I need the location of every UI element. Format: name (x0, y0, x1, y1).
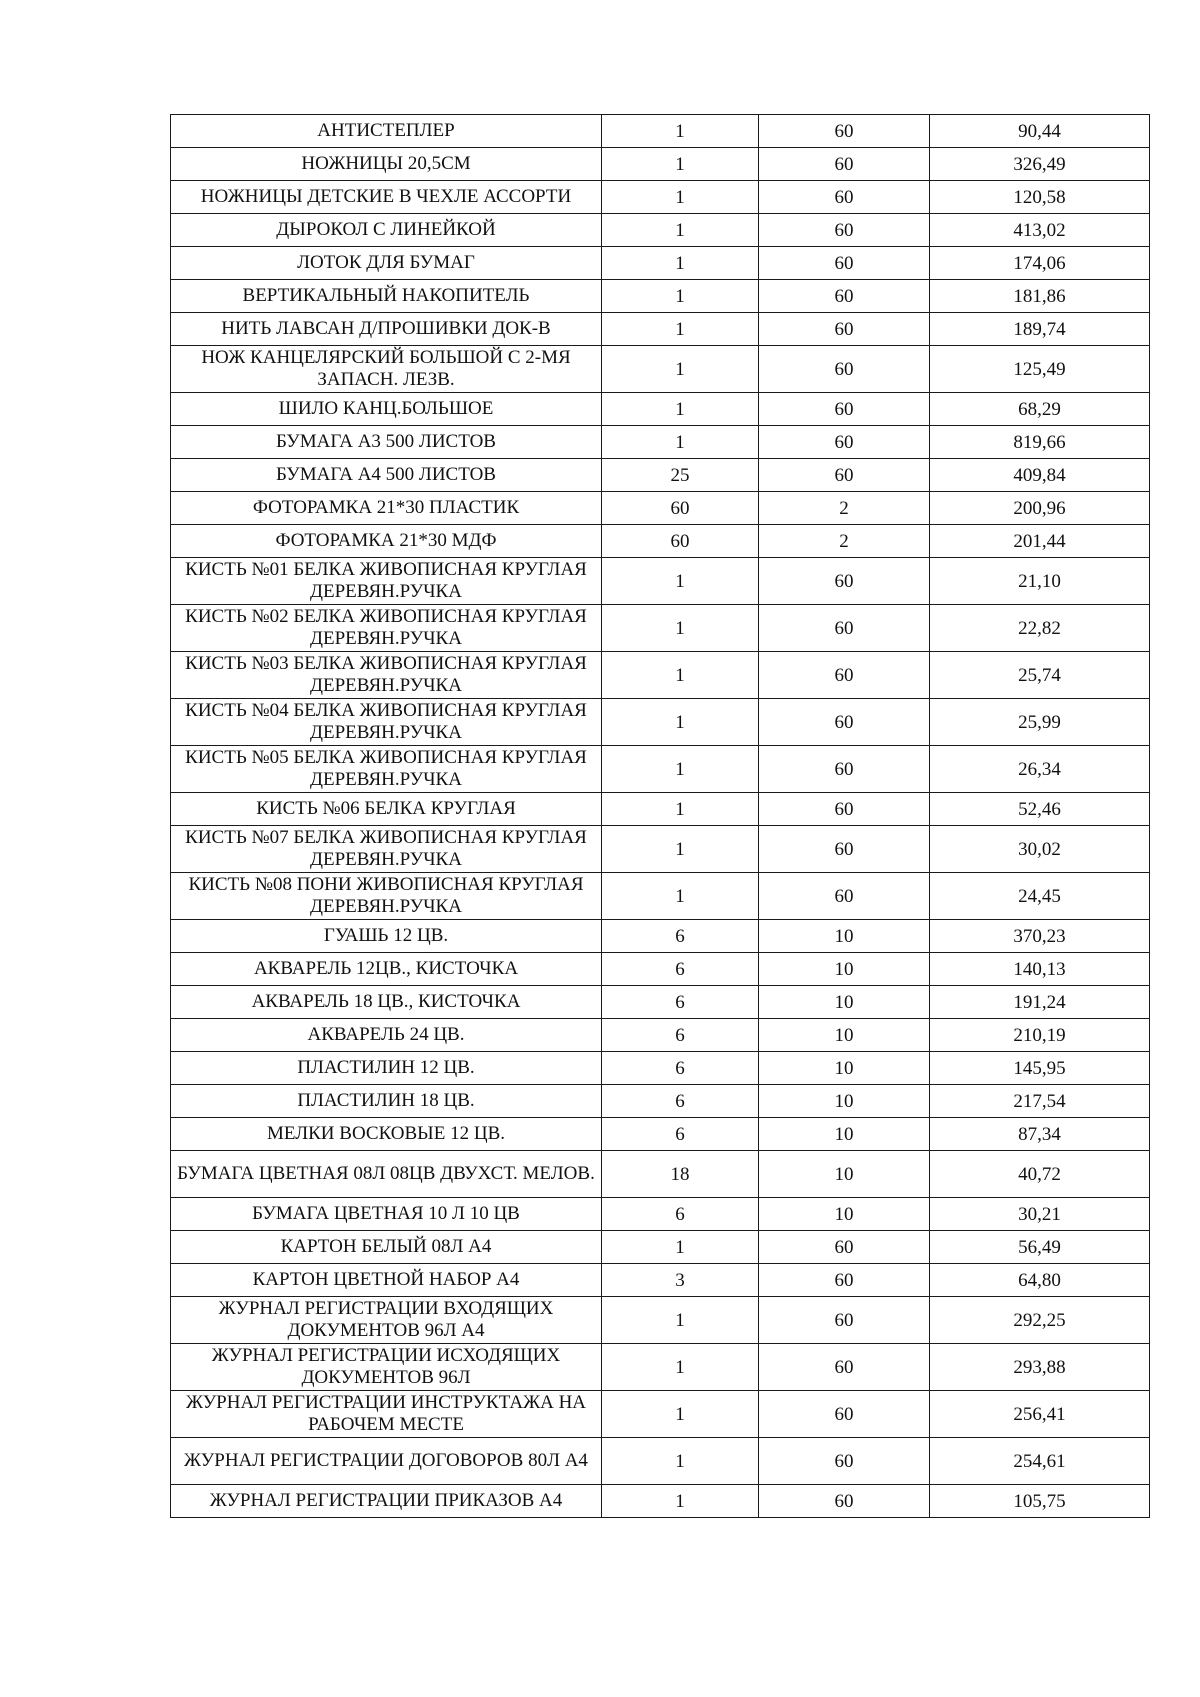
quantity-cell: 6 (602, 1019, 759, 1052)
quantity-cell: 1 (602, 247, 759, 280)
item-name-cell: ПЛАСТИЛИН 18 ЦВ. (171, 1085, 602, 1118)
price-cell: 25,99 (930, 699, 1150, 746)
period-cell: 60 (759, 699, 930, 746)
item-name-cell: ЛОТОК ДЛЯ БУМАГ (171, 247, 602, 280)
items-table-body (171, 115, 1150, 1518)
item-name-cell: ЖУРНАЛ РЕГИСТРАЦИИ ВХОДЯЩИХ ДОКУМЕНТОВ 96Л А4 (171, 1297, 602, 1344)
period-cell: 60 (759, 426, 930, 459)
price-cell: 22,82 (930, 605, 1150, 652)
price-cell: 26,34 (930, 746, 1150, 793)
period-cell: 60 (759, 280, 930, 313)
quantity-cell: 1 (602, 148, 759, 181)
table-row (171, 1485, 1150, 1518)
table-row (171, 605, 1150, 652)
table-row (171, 181, 1150, 214)
item-name-cell: ЖУРНАЛ РЕГИСТРАЦИИ ПРИКАЗОВ А4 (171, 1485, 602, 1518)
table-row (171, 1085, 1150, 1118)
period-cell: 10 (759, 953, 930, 986)
item-name-cell: ДЫРОКОЛ С ЛИНЕЙКОЙ (171, 214, 602, 247)
period-cell: 60 (759, 214, 930, 247)
quantity-cell: 6 (602, 1198, 759, 1231)
item-name-cell: КАРТОН БЕЛЫЙ 08Л А4 (171, 1231, 602, 1264)
period-cell: 60 (759, 247, 930, 280)
table-row (171, 1198, 1150, 1231)
price-cell: 125,49 (930, 346, 1150, 393)
price-cell: 145,95 (930, 1052, 1150, 1085)
price-cell: 68,29 (930, 393, 1150, 426)
quantity-cell: 1 (602, 181, 759, 214)
quantity-cell: 6 (602, 953, 759, 986)
table-row (171, 148, 1150, 181)
price-cell: 87,34 (930, 1118, 1150, 1151)
price-cell: 105,75 (930, 1485, 1150, 1518)
table-row (171, 115, 1150, 148)
table-row (171, 1151, 1150, 1198)
table-row (171, 1344, 1150, 1391)
quantity-cell: 25 (602, 459, 759, 492)
quantity-cell: 1 (602, 873, 759, 920)
quantity-cell: 1 (602, 558, 759, 605)
period-cell: 10 (759, 1198, 930, 1231)
table-row (171, 280, 1150, 313)
table-row (171, 492, 1150, 525)
table-row (171, 826, 1150, 873)
table-row (171, 920, 1150, 953)
table-row (171, 699, 1150, 746)
period-cell: 10 (759, 1085, 930, 1118)
price-cell: 210,19 (930, 1019, 1150, 1052)
item-name-cell: АКВАРЕЛЬ 24 ЦВ. (171, 1019, 602, 1052)
quantity-cell: 1 (602, 280, 759, 313)
period-cell: 60 (759, 605, 930, 652)
table-row (171, 214, 1150, 247)
item-name-cell: БУМАГА А4 500 ЛИСТОВ (171, 459, 602, 492)
item-name-cell: КАРТОН ЦВЕТНОЙ НАБОР А4 (171, 1264, 602, 1297)
price-cell: 21,10 (930, 558, 1150, 605)
items-table (170, 114, 1150, 1518)
price-cell: 30,02 (930, 826, 1150, 873)
item-name-cell: АНТИСТЕПЛЕР (171, 115, 602, 148)
item-name-cell: КИСТЬ №02 БЕЛКА ЖИВОПИСНАЯ КРУГЛАЯ ДЕРЕВЯН.РУЧКА (171, 605, 602, 652)
period-cell: 60 (759, 1391, 930, 1438)
price-cell: 217,54 (930, 1085, 1150, 1118)
period-cell: 60 (759, 1344, 930, 1391)
item-name-cell: КИСТЬ №04 БЕЛКА ЖИВОПИСНАЯ КРУГЛАЯ ДЕРЕВЯН.РУЧКА (171, 699, 602, 746)
item-name-cell: ФОТОРАМКА 21*30 ПЛАСТИК (171, 492, 602, 525)
price-cell: 25,74 (930, 652, 1150, 699)
price-cell: 409,84 (930, 459, 1150, 492)
price-cell: 30,21 (930, 1198, 1150, 1231)
price-cell: 819,66 (930, 426, 1150, 459)
period-cell: 60 (759, 873, 930, 920)
table-row (171, 247, 1150, 280)
item-name-cell: БУМАГА А3 500 ЛИСТОВ (171, 426, 602, 459)
item-name-cell: ВЕРТИКАЛЬНЫЙ НАКОПИТЕЛЬ (171, 280, 602, 313)
period-cell: 60 (759, 181, 930, 214)
table-row (171, 652, 1150, 699)
period-cell: 60 (759, 1485, 930, 1518)
period-cell: 60 (759, 313, 930, 346)
item-name-cell: ГУАШЬ 12 ЦВ. (171, 920, 602, 953)
quantity-cell: 1 (602, 1485, 759, 1518)
item-name-cell: БУМАГА ЦВЕТНАЯ 10 Л 10 ЦВ (171, 1198, 602, 1231)
document-page (170, 114, 1149, 1518)
table-row (171, 1052, 1150, 1085)
quantity-cell: 3 (602, 1264, 759, 1297)
price-cell: 90,44 (930, 115, 1150, 148)
table-row (171, 393, 1150, 426)
item-name-cell: ФОТОРАМКА 21*30 МДФ (171, 525, 602, 558)
quantity-cell: 1 (602, 746, 759, 793)
table-row (171, 793, 1150, 826)
price-cell: 292,25 (930, 1297, 1150, 1344)
item-name-cell: КИСТЬ №05 БЕЛКА ЖИВОПИСНАЯ КРУГЛАЯ ДЕРЕВЯН.РУЧКА (171, 746, 602, 793)
item-name-cell: ЖУРНАЛ РЕГИСТРАЦИИ ИСХОДЯЩИХ ДОКУМЕНТОВ 96Л (171, 1344, 602, 1391)
quantity-cell: 6 (602, 920, 759, 953)
period-cell: 2 (759, 525, 930, 558)
price-cell: 191,24 (930, 986, 1150, 1019)
item-name-cell: АКВАРЕЛЬ 18 ЦВ., КИСТОЧКА (171, 986, 602, 1019)
item-name-cell: НОЖ КАНЦЕЛЯРСКИЙ БОЛЬШОЙ С 2-МЯ ЗАПАСН. ЛЕЗВ. (171, 346, 602, 393)
table-row (171, 525, 1150, 558)
period-cell: 60 (759, 1264, 930, 1297)
item-name-cell: НИТЬ ЛАВСАН Д/ПРОШИВКИ ДОК-В (171, 313, 602, 346)
period-cell: 10 (759, 1151, 930, 1198)
quantity-cell: 6 (602, 1052, 759, 1085)
price-cell: 293,88 (930, 1344, 1150, 1391)
quantity-cell: 6 (602, 1085, 759, 1118)
table-row (171, 346, 1150, 393)
table-row (171, 459, 1150, 492)
quantity-cell: 1 (602, 214, 759, 247)
period-cell: 10 (759, 920, 930, 953)
item-name-cell: МЕЛКИ ВОСКОВЫЕ 12 ЦВ. (171, 1118, 602, 1151)
period-cell: 60 (759, 346, 930, 393)
table-row (171, 558, 1150, 605)
quantity-cell: 1 (602, 346, 759, 393)
quantity-cell: 1 (602, 1344, 759, 1391)
price-cell: 24,45 (930, 873, 1150, 920)
quantity-cell: 1 (602, 1297, 759, 1344)
item-name-cell: ПЛАСТИЛИН 12 ЦВ. (171, 1052, 602, 1085)
price-cell: 201,44 (930, 525, 1150, 558)
table-row (171, 426, 1150, 459)
quantity-cell: 1 (602, 699, 759, 746)
period-cell: 60 (759, 393, 930, 426)
table-row (171, 1391, 1150, 1438)
price-cell: 120,58 (930, 181, 1150, 214)
price-cell: 52,46 (930, 793, 1150, 826)
item-name-cell: КИСТЬ №01 БЕЛКА ЖИВОПИСНАЯ КРУГЛАЯ ДЕРЕВЯН.РУЧКА (171, 558, 602, 605)
quantity-cell: 6 (602, 1118, 759, 1151)
period-cell: 10 (759, 1118, 930, 1151)
item-name-cell: КИСТЬ №06 БЕЛКА КРУГЛАЯ (171, 793, 602, 826)
quantity-cell: 1 (602, 1231, 759, 1264)
period-cell: 60 (759, 793, 930, 826)
quantity-cell: 6 (602, 986, 759, 1019)
price-cell: 140,13 (930, 953, 1150, 986)
item-name-cell: КИСТЬ №07 БЕЛКА ЖИВОПИСНАЯ КРУГЛАЯ ДЕРЕВЯН.РУЧКА (171, 826, 602, 873)
period-cell: 10 (759, 986, 930, 1019)
quantity-cell: 1 (602, 393, 759, 426)
item-name-cell: КИСТЬ №03 БЕЛКА ЖИВОПИСНАЯ КРУГЛАЯ ДЕРЕВЯН.РУЧКА (171, 652, 602, 699)
price-cell: 181,86 (930, 280, 1150, 313)
item-name-cell: ЖУРНАЛ РЕГИСТРАЦИИ ИНСТРУКТАЖА НА РАБОЧЕМ МЕСТЕ (171, 1391, 602, 1438)
table-row (171, 1019, 1150, 1052)
quantity-cell: 60 (602, 492, 759, 525)
quantity-cell: 60 (602, 525, 759, 558)
table-row (171, 953, 1150, 986)
period-cell: 60 (759, 558, 930, 605)
table-row (171, 1231, 1150, 1264)
item-name-cell: НОЖНИЦЫ 20,5СМ (171, 148, 602, 181)
quantity-cell: 1 (602, 115, 759, 148)
item-name-cell: КИСТЬ №08 ПОНИ ЖИВОПИСНАЯ КРУГЛАЯ ДЕРЕВЯН.РУЧКА (171, 873, 602, 920)
quantity-cell: 1 (602, 793, 759, 826)
period-cell: 10 (759, 1019, 930, 1052)
period-cell: 60 (759, 652, 930, 699)
item-name-cell: АКВАРЕЛЬ 12ЦВ., КИСТОЧКА (171, 953, 602, 986)
quantity-cell: 18 (602, 1151, 759, 1198)
table-row (171, 313, 1150, 346)
price-cell: 326,49 (930, 148, 1150, 181)
price-cell: 370,23 (930, 920, 1150, 953)
table-row (171, 873, 1150, 920)
period-cell: 60 (759, 1231, 930, 1264)
quantity-cell: 1 (602, 652, 759, 699)
quantity-cell: 1 (602, 313, 759, 346)
quantity-cell: 1 (602, 426, 759, 459)
item-name-cell: ШИЛО КАНЦ.БОЛЬШОЕ (171, 393, 602, 426)
item-name-cell: БУМАГА ЦВЕТНАЯ 08Л 08ЦВ ДВУХСТ. МЕЛОВ. (171, 1151, 602, 1198)
quantity-cell: 1 (602, 826, 759, 873)
price-cell: 56,49 (930, 1231, 1150, 1264)
table-row (171, 1297, 1150, 1344)
period-cell: 60 (759, 746, 930, 793)
period-cell: 60 (759, 826, 930, 873)
quantity-cell: 1 (602, 605, 759, 652)
period-cell: 60 (759, 1438, 930, 1485)
table-row (171, 1264, 1150, 1297)
item-name-cell: НОЖНИЦЫ ДЕТСКИЕ В ЧЕХЛЕ АССОРТИ (171, 181, 602, 214)
price-cell: 254,61 (930, 1438, 1150, 1485)
table-row (171, 1118, 1150, 1151)
period-cell: 10 (759, 1052, 930, 1085)
period-cell: 60 (759, 1297, 930, 1344)
price-cell: 189,74 (930, 313, 1150, 346)
table-row (171, 1438, 1150, 1485)
period-cell: 60 (759, 148, 930, 181)
quantity-cell: 1 (602, 1391, 759, 1438)
table-row (171, 746, 1150, 793)
price-cell: 174,06 (930, 247, 1150, 280)
price-cell: 256,41 (930, 1391, 1150, 1438)
period-cell: 2 (759, 492, 930, 525)
price-cell: 413,02 (930, 214, 1150, 247)
table-row (171, 986, 1150, 1019)
price-cell: 64,80 (930, 1264, 1150, 1297)
item-name-cell: ЖУРНАЛ РЕГИСТРАЦИИ ДОГОВОРОВ 80Л А4 (171, 1438, 602, 1485)
price-cell: 200,96 (930, 492, 1150, 525)
price-cell: 40,72 (930, 1151, 1150, 1198)
quantity-cell: 1 (602, 1438, 759, 1485)
period-cell: 60 (759, 115, 930, 148)
period-cell: 60 (759, 459, 930, 492)
